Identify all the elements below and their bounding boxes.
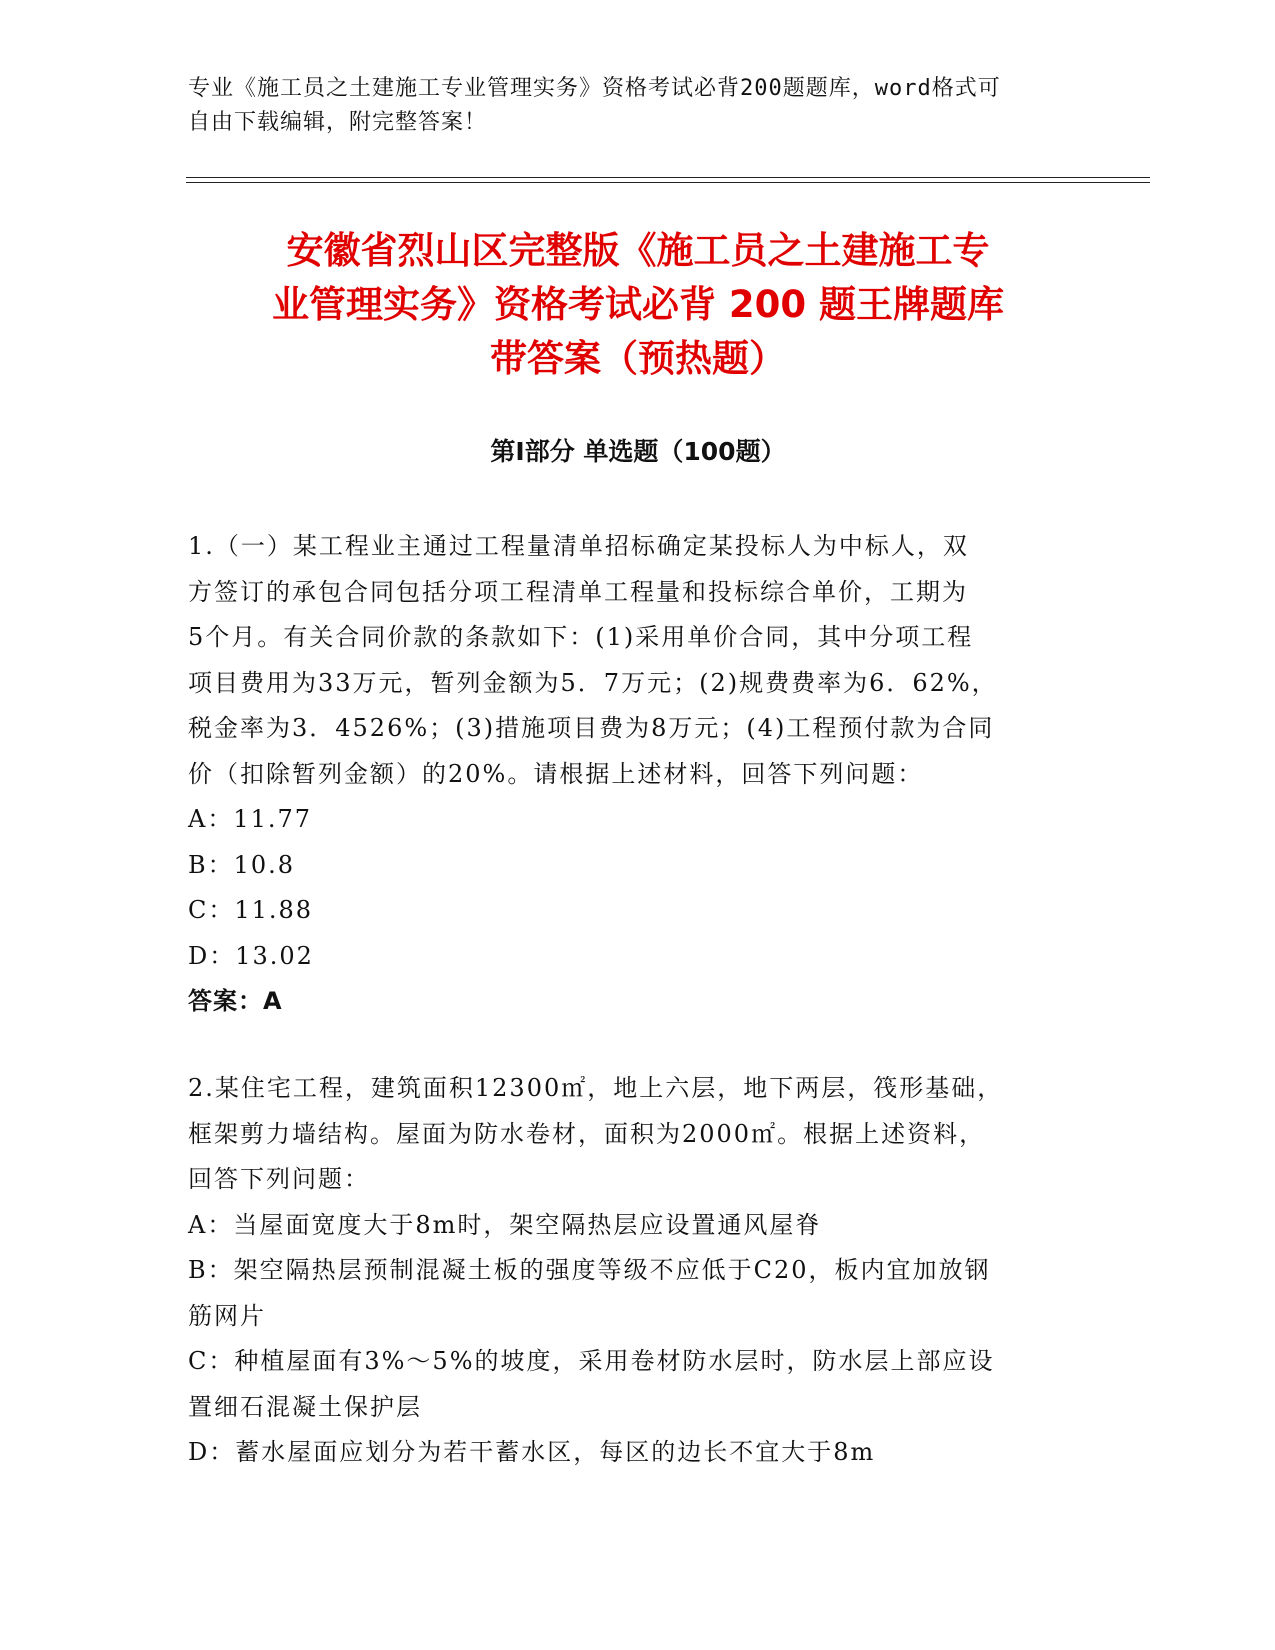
question-2 (188, 1066, 1078, 1476)
option-c: C：种植屋面有3%～5%的坡度，采用卷材防水层时，防水层上部应设 (188, 1347, 995, 1375)
title-line: 带答案（预热题） (490, 337, 786, 380)
answer-line: 答案：A (188, 987, 283, 1015)
section-heading: 第Ⅰ部分 单选题（100题） (490, 437, 786, 466)
question-text-line: 项目费用为33万元，暂列金额为5．7万元；(2)规费费率为6．62%， (188, 668, 998, 697)
header-divider (186, 182, 1150, 183)
option-b: B：10.8 (188, 850, 296, 879)
question-text-line: 1.（一）某工程业主通过工程量清单招标确定某投标人为中标人，双 (188, 532, 969, 560)
option-d: D：13.02 (188, 941, 314, 970)
title-line: 业管理实务》资格考试必背 200 题王牌题库 (272, 283, 1004, 326)
header-note-line: 专业《施工员之土建施工专业管理实务》资格考试必背200题题库，word格式可 (188, 76, 1001, 101)
document-title (186, 224, 1090, 386)
title-line: 安徽省烈山区完整版《施工员之土建施工专 (286, 229, 990, 272)
option-c-continued: 置细石混凝土保护层 (188, 1392, 422, 1421)
header-note (188, 72, 1068, 140)
question-text-line: 5个月。有关合同价款的条款如下：(1)采用单价合同，其中分项工程 (188, 623, 974, 651)
question-text-line: 税金率为3．4526%；(3)措施项目费为8万元；(4)工程预付款为合同 (188, 714, 995, 742)
option-b-continued: 筋网片 (188, 1301, 266, 1330)
option-a: A：当屋面宽度大于8m时，架空隔热层应设置通风屋脊 (188, 1210, 822, 1239)
option-d: D：蓄水屋面应划分为若干蓄水区，每区的边长不宜大于8m (188, 1438, 876, 1466)
option-b: B：架空隔热层预制混凝土板的强度等级不应低于C20，板内宜加放钢 (188, 1256, 991, 1284)
header-note-line: 自由下载编辑，附完整答案！ (188, 110, 488, 135)
question-text-line: 方签订的承包合同包括分项工程清单工程量和投标综合单价，工期为 (188, 577, 968, 606)
question-text-line: 2.某住宅工程，建筑面积12300㎡，地上六层，地下两层，筏形基础， (188, 1074, 1004, 1102)
question-text-line: 价（扣除暂列金额）的20%。请根据上述材料，回答下列问题： (188, 759, 924, 788)
option-c: C：11.88 (188, 896, 314, 924)
option-a: A：11.77 (188, 805, 313, 833)
question-1 (188, 524, 1078, 1025)
header-divider (186, 177, 1150, 178)
question-text-line: 回答下列问题： (188, 1165, 370, 1193)
question-text-line: 框架剪力墙结构。屋面为防水卷材，面积为2000㎡。根据上述资料， (188, 1119, 986, 1148)
